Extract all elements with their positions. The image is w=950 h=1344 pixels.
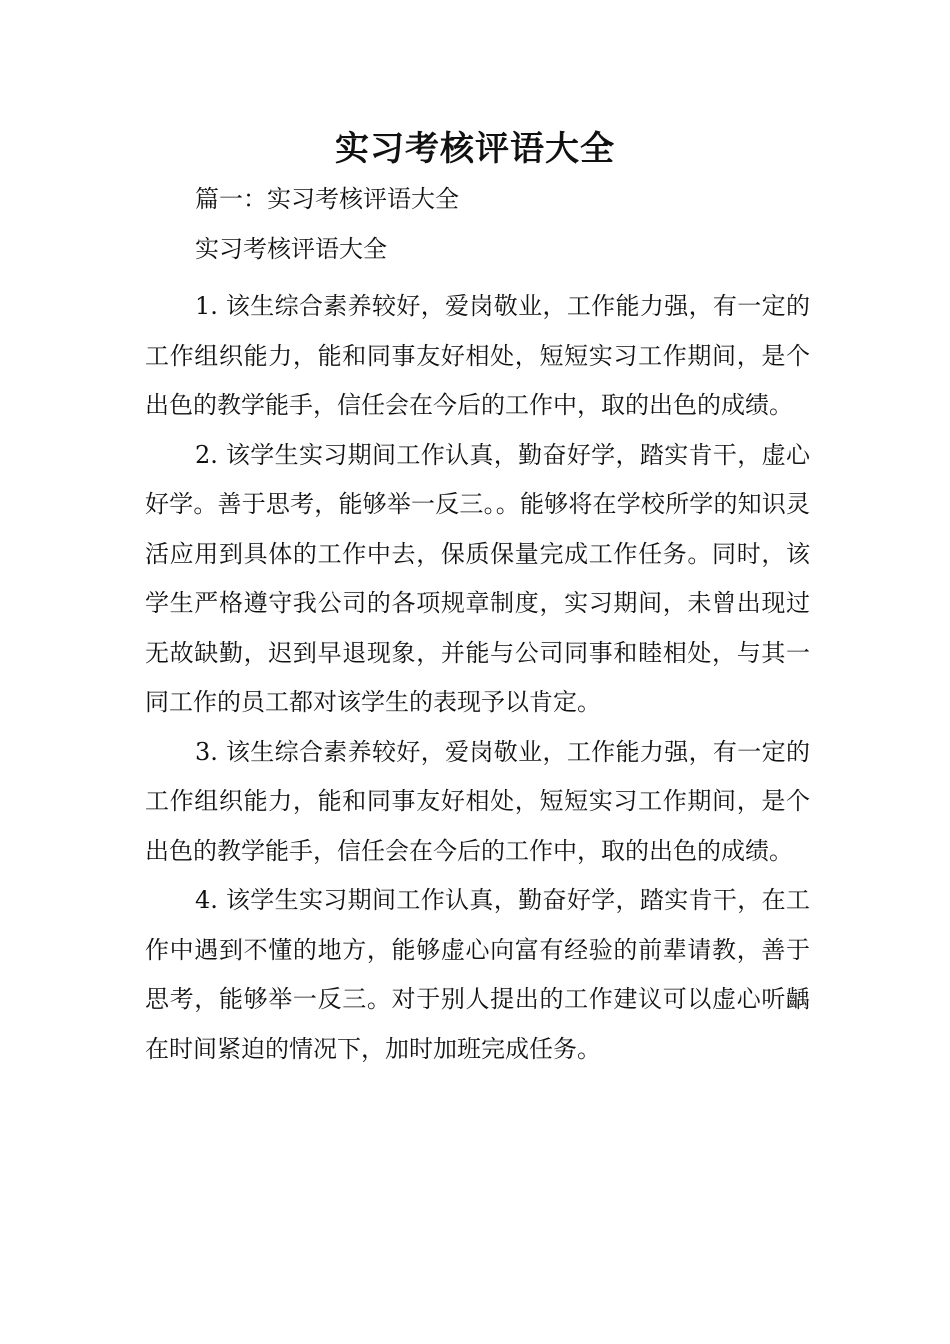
document-body [145, 282, 810, 1074]
section-heading: 篇一：实习考核评语大全 [195, 185, 459, 213]
paragraph-4: 4. 该学生实习期间工作认真，勤奋好学，踏实肯干，在工作中遇到不懂的地方，能够虚心向富有经验的前辈请教，善于思考，能够举一反三。对于别人提出的工作建议可以虚心听齲在时间紧迫的情况下，加时加班完成任务。 [145, 886, 810, 1063]
paragraph-3: 3. 该生综合素养较好，爱岗敬业，工作能力强，有一定的工作组织能力，能和同事友好相处，短短实习工作期间，是个出色的教学能手，信任会在今后的工作中，取的出色的成绩。 [145, 737, 810, 865]
document-title: 实习考核评语大全 [335, 129, 615, 169]
paragraph-2: 2. 该学生实习期间工作认真，勤奋好学，踏实肯干，虚心好学。善于思考，能够举一反三。。能够将在学校所学的知识灵活应用到具体的工作中去，保质保量完成工作任务。同时，该学生严格遵守我公司的各项规章制度，实习期间，未曾出现过无故缺勤，迟到早退现象，并能与公司同事和睦相处，与其一同工作的员工都对该学生的表现予以肯定。 [145, 440, 810, 716]
section-subtitle: 实习考核评语大全 [195, 235, 387, 263]
paragraph-1: 1. 该生综合素养较好，爱岗敬业，工作能力强，有一定的工作组织能力，能和同事友好相处，短短实习工作期间，是个出色的教学能手，信任会在今后的工作中，取的出色的成绩。 [145, 292, 810, 419]
